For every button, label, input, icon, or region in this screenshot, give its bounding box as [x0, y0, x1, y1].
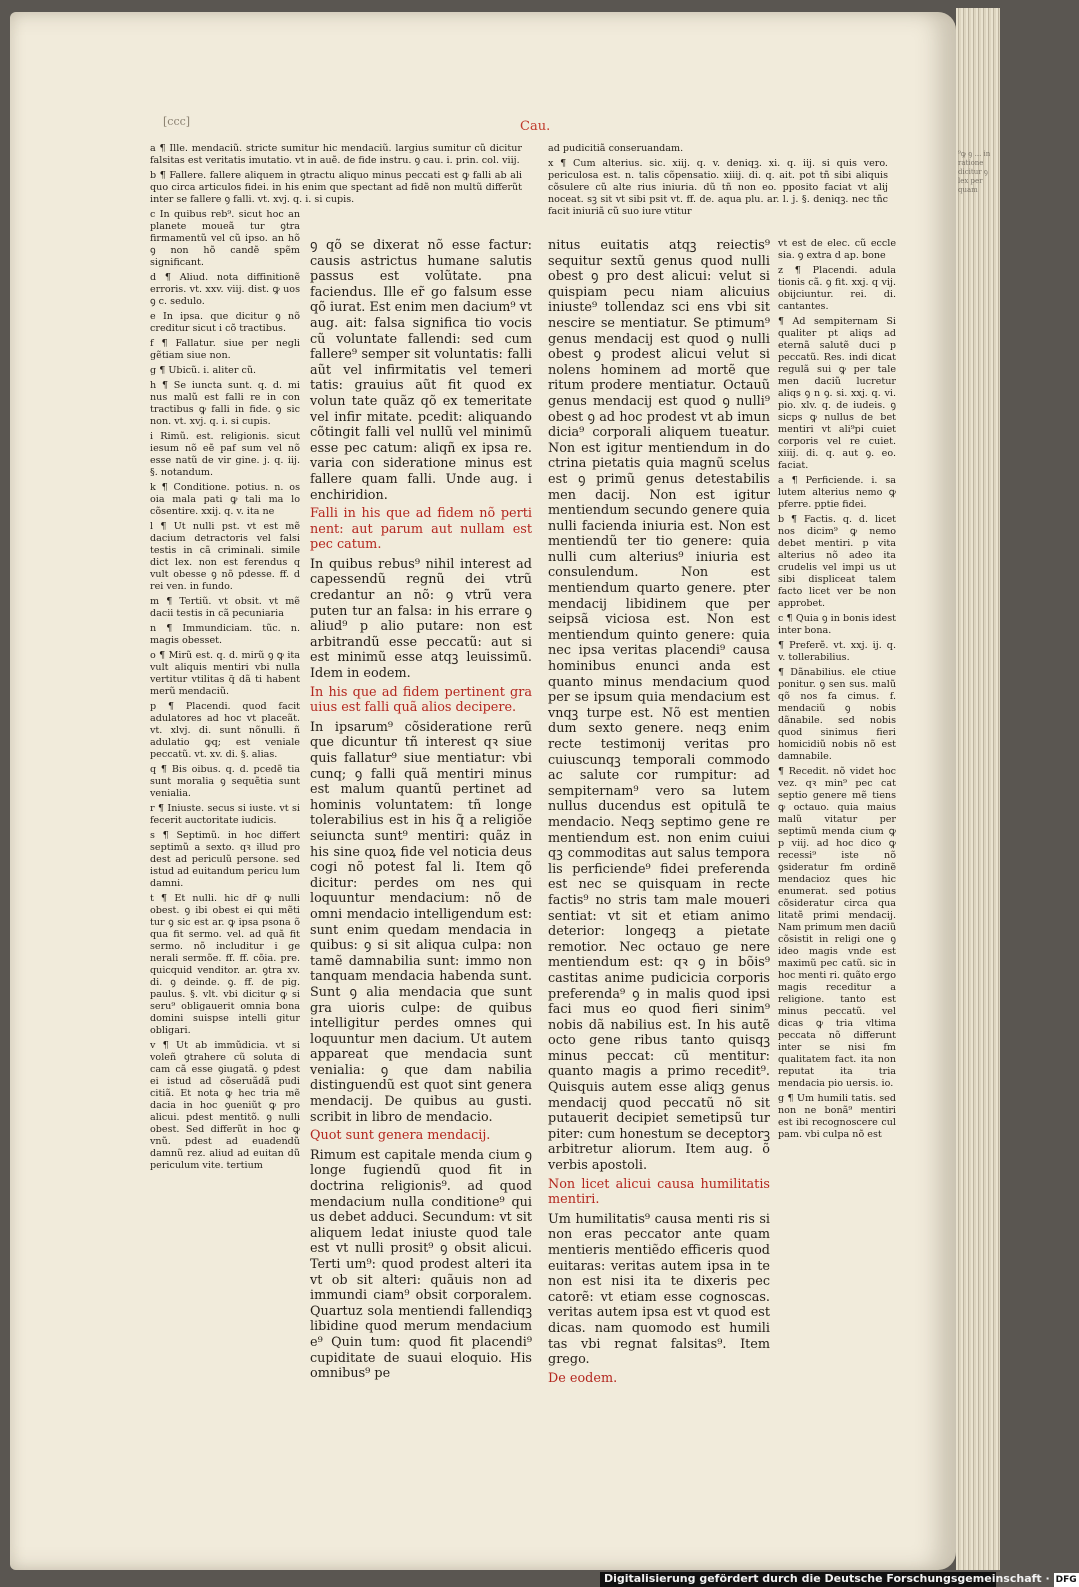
gloss-note: z ¶ Placendi. adula tionis cã. ꝯ fit. xxj. q vij. obijciuntur. rei. di. cantantes. [778, 265, 896, 312]
gloss-note: n ¶ Immundiciam. tũc. n. magis obesset. [150, 623, 300, 646]
gloss-note: m ¶ Tertiũ. vt obsit. vt mẽ dacii testis in cã pecuniaria [150, 596, 300, 619]
gloss-note: g ¶ Um humili tatis. sed non ne bonã⁹ mentiri est ibi recognoscere cul pam. vbi culpa nõ est [778, 1093, 896, 1140]
gloss-note: r ¶ Iniuste. secus si iuste. vt si fecerit auctoritate iudicis. [150, 803, 300, 826]
running-head: Cau. [520, 119, 551, 134]
dfg-logo: DFG [1055, 1575, 1077, 1585]
gloss-note: h ¶ Se iuncta sunt. q. d. mi nus malũ est falli re in con tractibus ꝙ falli in fide. ꝯ sic non. vt. xvj. q. i. si cupis. [150, 380, 300, 427]
gloss-note: ¶ Recedit. nõ videt hoc vez. qꝛ min⁹ pec cat septio genere mẽ tiens ꝙ octauo. quia maius malũ vitatur per septimũ menda cium ꝙ p viij. ad hoc dico ꝙ recessi⁹ iste nõ ꝯsideratur fm ordinẽ mendacioz ques hic enumerat. sed potius cõsideratur circa qua litatẽ primi mendacij. Nam primum men daciũ cõsistit in religi one ꝯ ideo magis vnde est maximũ pec catũ. sic in hoc menti ri. quãto ergo magis receditur a religione. tanto est minus peccatũ. vel dicas ꝙ tria vltima peccata nõ differunt inter se nisi fm qualitatem fact. ita non reputat ita tria mendacia pio uersis. io. [778, 766, 896, 1089]
gloss-note: o ¶ Mirũ est. q. d. mirũ ꝯ ꝙ ita vult aliquis mentiri vbi nulla vertitur vtilitas q̃ dã ti habent merũ mendaciũ. [150, 650, 300, 697]
gloss-note: a ¶ Ille. mendaciũ. stricte sumitur hic mendaciũ. largius sumitur cũ dicitur falsitas est veritatis imutatio. vt in auẽ. de fide instru. ꝯ cau. i. prin. col. viij. [150, 143, 522, 166]
gloss-note: ¶ Preferẽ. vt. xxj. ij. q. v. tollerabilius. [778, 640, 896, 663]
gloss-note: c In quibus reb⁹. sicut hoc an planete moueã tur ꝯtra firmamentũ vel cũ ipso. an hõ ꝯ non hõ candẽ spẽm significant. [150, 209, 300, 268]
gloss-note: vt est de elec. cũ eccle sia. ꝯ extra d ap. bone [778, 238, 896, 261]
gloss-note: c ¶ Quia ꝯ in bonis idest inter bona. [778, 613, 896, 636]
rubric-heading: In his que ad fidem pertinent gra uius est falli quã alios decipere. [310, 684, 532, 716]
gloss-note: v ¶ Ut ab immũdicia. vt si voleñ ꝯtrahere cũ soluta di cam cã esse ꝯiugatã. ꝯ pdest ei istud ad cõseruãdã pudi citiã. Et nota ꝙ hec tria mẽ dacia in hoc ꝯueniũt ꝙ pro alicui. pdest mentitõ. ꝯ nulli obest. Sed differũt in hoc ꝙ vnũ. pdest ad euadendũ damnũ rez. aliud ad euitan dũ periculum vite. tertium [150, 1040, 300, 1171]
gloss-note: x ¶ Cum alterius. sic. xiij. q. v. deniqꝫ. xi. q. iij. si quis vero. periculosa est. n. talis cõpensatio. xiiij. di. q. ait. pot tñ sibi aliquis cõsulere cũ alte rius iniuria. dũ tñ non eo. pposito faciat vt alij noceat. sꝫ sit vt sibi psit vt. ff. de. aqua plu. ar. l. j. §. deniqꝫ. nec tñc facit iniuriã cũ suo iure vtitur [548, 158, 888, 217]
main-text-column-right [548, 238, 770, 1390]
funding-credit-bar [600, 1572, 1077, 1587]
main-text-column-left [310, 238, 532, 1385]
main-paragraph: In ipsarum⁹ cõsideratione rerũ que dicuntur tñ interest qꝛ siue quis fallatur⁹ siue mentiatur: vbi cunq; ꝯ falli quã mentiri minus est malum quantũ pertinet ad hominis voluntatem: tñ longe tolerabilius est in his q̃ a religiõe seiuncta sunt⁹ mentiri: quãz in his sine quoꝝ fide vel noticia deus cogi nõ potest fal li. Item qõ dicitur: perdes om nes qui loquuntur mendacium: nõ de omni mendacio intelligendum est: sunt enim quedam mendacia in quibus: ꝯ si sit aliqua culpa: non tamẽ damnabilia sunt: immo non tanquam mendacia habenda sunt. Sunt ꝯ alia mendacia que sunt gra uioris culpe: de quibus intelligitur perdes omnes qui loquuntur men dacium. Ut autem appareat que mendacia sunt venialia: ꝯ que dam nabilia distinguendũ est quot sint genera mendacij. De quibus au gusti. scribit in libro de mendacio. [310, 719, 532, 1125]
credit-text: Digitalisierung gefördert durch die Deutsche Forschungsgemeinschaft · [604, 1572, 1050, 1585]
gloss-note: d ¶ Aliud. nota diffinitionẽ erroris. vt. xxv. viij. dist. ꝙ uos ꝯ c. sedulo. [150, 272, 300, 307]
main-paragraph: Rimum est capitale menda cium ꝯ longe fugiendũ quod fit in doctrina religionis⁹. ad quod mendacium nulla conditione⁹ qui us debet adduci. Secundum: vt sit aliquem ledat iniuste quod tale est vt nulli prosit⁹ ꝯ obsit alicui. Terti um⁹: quod prodest alteri ita vt ob sit alteri: quãuis non ad immundi ciam⁹ obsit corporalem. Quartuz sola mentiendi fallendiqꝫ libidine quod merum mendacium e⁹ Quin tum: quod fit placendi⁹ cupiditate de suaui eloquio. His omnibus⁹ pe [310, 1147, 532, 1382]
gloss-note: s ¶ Septimũ. in hoc differt septimũ a sexto. qꝛ illud pro dest ad periculũ persone. sed istud ad euitandum pericu lum damni. [150, 830, 300, 889]
main-paragraph: ꝯ qõ se dixerat nõ esse factur: causis astrictus humane salutis passus est volũtate. pna faciendus. Ille er̃ go falsum esse qõ iurat. Est enim men dacium⁹ vt aug. ait: falsa significa tio vocis cũ voluntate fallendi: sed cum fallere⁹ semper sit voluntatis: falli aũt vel infirmitatis vel temeri tatis: grauius aũt fit quod ex volun tate quãz qõ ex temeritate vel infir mitate. pcedit: aliquando cõtingit falli vel nullũ vel minimũ esse pec catum: aliqñ ex ipsa re. varia con sideratione minus est fallere quam falli. Unde aug. i enchiridion. [310, 238, 532, 503]
gloss-note: b ¶ Fallere. fallere aliquem in ꝯtractu aliquo minus peccati est ꝙ falli ab ali quo circa articulos fidei. in his enim que spectant ad fidẽ non multũ differũt inter se fallere ꝯ falli. vt. xvj. q. i. si cupis. [150, 170, 522, 205]
rubric-heading: Quot sunt genera mendacij. [310, 1128, 491, 1144]
folio-number: [ccc] [163, 115, 191, 128]
gloss-note: l ¶ Ut nulli pst. vt est mẽ dacium detractoris vel falsi testis in cã criminali. simile dict lex. non est ferendus q vult obesse ꝯ nõ pdesse. ff. d rei ven. in fundo. [150, 521, 300, 592]
rubric-heading: De eodem. [548, 1370, 618, 1386]
gloss-note: b ¶ Factis. q. d. licet nos dicim⁹ ꝙ nemo debet mentiri. p vita alterius nõ adeo ita crudelis vel impi us ut sibi displiceat talem facto licet ver be non approbet. [778, 514, 896, 609]
gloss-note: e In ipsa. que dicitur ꝯ nõ creditur sicut i cõ tractibus. [150, 311, 300, 334]
gloss-note: q ¶ Bis oibus. q. d. pcedẽ tia sunt moralia ꝯ sequẽtia sunt venialia. [150, 764, 300, 799]
rubric-heading: Non licet alicui causa humilitatis mentiri. [548, 1176, 770, 1208]
gloss-note: ¶ Ad sempiternam Si qualiter pt aliqs ad eternã salutẽ duci p peccatũ. Res. indi dicat regulã sui ꝙ per tale men daciũ lucretur aliqs ꝯ n ꝯ. si. xxj. q. vi. pio. xlv. q. de iudeis. ꝯ sicps ꝙ nullus de bet mentiri vt ali⁹pi cuiet corporis vel re cuiet. xiiij. di. q. aut ꝯ. eo. faciat. [778, 316, 896, 471]
rubric-heading: Falli in his que ad fidem nõ perti nent: aut parum aut nullam est pec catum. [310, 506, 532, 553]
main-paragraph: In quibus rebus⁹ nihil interest ad capessendũ regnũ dei vtrũ credantur an nõ: ꝯ vtrũ vera puten tur an falsa: in his errare ꝯ aliud⁹ p alio putare: non est arbitrandũ esse peccatũ: aut si est minimũ esse atqꝫ leuissimũ. Idem in eodem. [310, 556, 532, 682]
gloss-note: p ¶ Placendi. quod facit adulatores ad hoc vt placeãt. vt. xlvj. di. sunt nõnulli. ñ adulatio ꝙq; est veniale peccatũ. vt. xv. di. §. alias. [150, 701, 300, 760]
gloss-note: i Rimũ. est. religionis. sicut iesum nõ eẽ paf sum vel nõ esse natũ de vir gine. j. q. iij. §. notandum. [150, 431, 300, 478]
right-top-gloss [548, 143, 888, 221]
main-paragraph: Um humilitatis⁹ causa menti ris si non eras peccator ante quam mentieris mentiẽdo efficeris quod euitaras: veritas autem ipsa in te non est nisi ita te dixeris pec catorẽ: vt etiam esse cognoscas. veritas autem ipsa est vt quod est dicas. nam quomodo est humili tas vbi regnat falsitas⁹. Item grego. [548, 1211, 770, 1368]
gloss-note: ad pudicitiã conseruandam. [548, 143, 684, 154]
gloss-note: a ¶ Perficiende. i. sa lutem alterius nemo ꝙ pferre. pptie fidei. [778, 475, 896, 510]
gloss-note: t ¶ Et nulli. hic dr̃ ꝙ nulli obest. ꝯ ibi obest ei qui mẽti tur ꝯ sic est ar. ꝙ ipsa psona õ qua fit sermo. vel. ad quã fit sermo. nõ includitur i ge nerali sermõe. ff. ff. cõia. pre. quicquid venditor. ar. ꝯtra xv. di. ꝯ deinde. ꝯ. ff. de pig. paulus. §. vlt. vbi dicitur ꝙ si seru⁹ obligauerit omnia bona domini suispse intelli gitur obligari. [150, 893, 300, 1036]
gloss-note: k ¶ Conditione. potius. n. os oia mala pati ꝙ tali ma lo cõsentire. xxij. q. v. ita ne [150, 482, 300, 517]
next-page-text: ⁹ꝙ ꝯ ... in ratione dicitur ꝯ lex per quam [958, 150, 991, 194]
gloss-note: g ¶ Ubicũ. i. aliter cũ. [150, 365, 257, 376]
gloss-note: f ¶ Fallatur. siue per negli gẽtiam siue non. [150, 338, 300, 361]
right-gloss-column [778, 238, 896, 1144]
gloss-note: ¶ Dãnabilius. ele ctiue ponitur. ꝯ sen sus. malũ qõ nos fa cimus. f. mendaciũ ꝯ nobis dãnabile. sed nobis quod sinimus fieri homicidiũ nobis nõ est damnabile. [778, 667, 896, 762]
main-paragraph: nitus euitatis atqꝫ reiectis⁹ sequitur sextũ genus quod nulli obest ꝯ pro dest alicui: velut si quispiam pecu niam alicuius iniuste⁹ tollendaz sci ens vbi sit nescire se mentiatur. Se ptimum⁹ genus mendacij est quod ꝯ nulli obest ꝯ prodest alicui velut si nolens hominem ad mortẽ que ritum prodere mentiatur. Octauũ genus mendacij est quod ꝯ nulli⁹ obest ꝯ ad hoc prodest vt ab imun dicia⁹ corporali aliquem tueatur. Non est igitur mentiendum in do ctrina pietatis quia magnũ scelus est ꝯ primũ genus detestabilis men dacij. Non est igitur mentiendum secundo genere quia nulli facienda iniuria est. Non est mentiendũ ter tio genere: quia nulli cum alterius⁹ iniuria est consulendum. Non est mentiendum quarto genere. pter mendacij libidinem que per seipsã viciosa est. Non est mentiendum quinto genere: quia nec ipsa veritas placendi⁹ causa hominibus enunci anda est quanto minus mendacium quod per se ipsum quia mendacium est vnqꝫ turpe est. Nõ est mentien dum sexto genere. neqꝫ enim recte testimonij veritas pro cuiuscunqꝫ temporali commodo ac salute cor rumpitur: ad sempiternam⁹ vero sa lutem nullus ducendus est opitulã te mendacio. Neqꝫ septimo gene re mentiendum est. non enim cuiui qꝫ commoditas aut salus tempora lis perficiende⁹ fidei preferenda est nec se quisquam in recte factis⁹ no stris tam male moueri sentiat: vt sit et etiam animo deterior: longeqꝫ a pietate remotior. Nec octauo ge nere mentiendum est: qꝛ ꝯ in bõis⁹ castitas anime pudicicia corporis preferenda⁹ ꝯ in malis quod ipsi faci mus eo quod fieri sinim⁹ nobis dã nabilius est. In his autẽ octo gene ribus tanto quisqꝫ minus peccat: cũ mentitur: quanto magis a primo recedit⁹. Quisquis autem esse aliqꝫ genus mendacij quod peccatũ nõ sit putauerit decipiet semetipsũ tur piter: cum honestum se deceptorꝫ arbitretur aliorum. Item aug. õ verbis apostoli. [548, 238, 770, 1174]
